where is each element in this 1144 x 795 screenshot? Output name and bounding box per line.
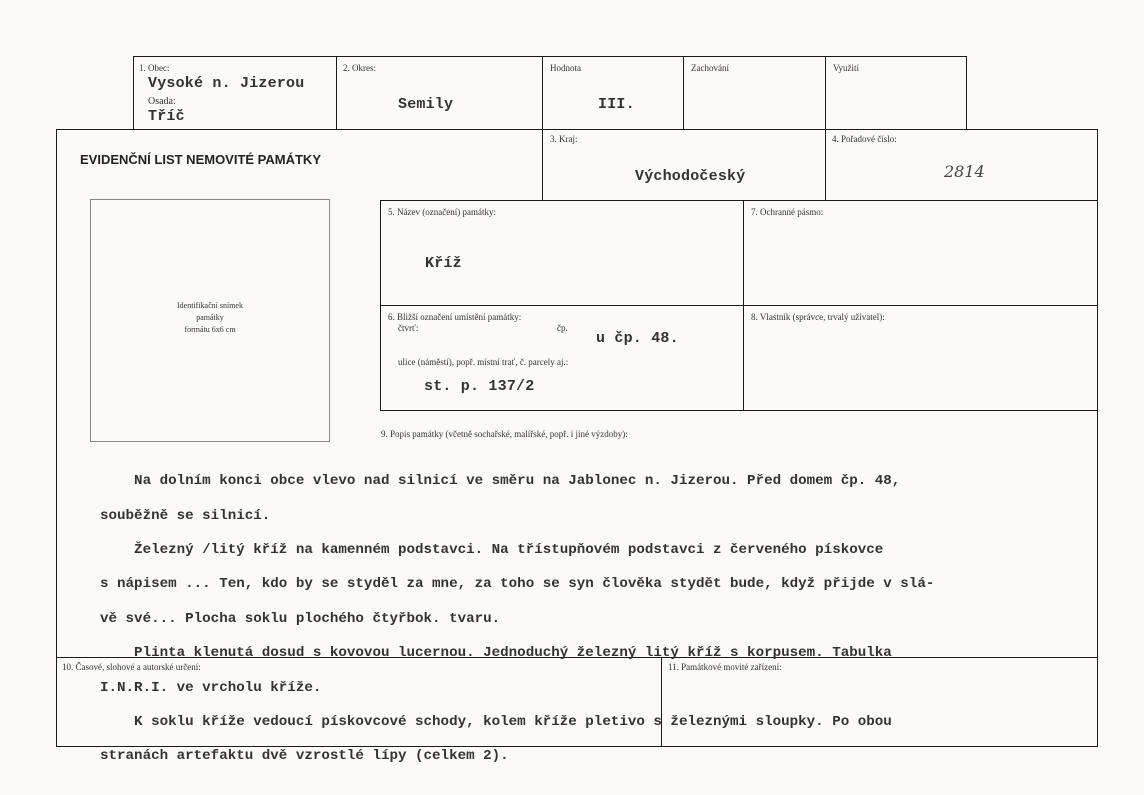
rule <box>56 129 1098 130</box>
umisteni-label: 6. Bližší označení umístění památky: <box>388 312 522 322</box>
photo-caption-line2: památky <box>196 313 224 322</box>
popis-line: Na dolním konci obce vlevo nad silnicí ve směru na Jablonec n. Jizerou. Před domem čp. 48, <box>100 473 901 490</box>
casove-urceni-label: 10. Časové, slohové a autorské určení: <box>62 662 201 672</box>
form-title: EVIDENČNÍ LIST NEMOVITÉ PAMÁTKY <box>80 152 321 167</box>
popis-line: vě své... Plocha soklu plochého čtyřbok. tvaru. <box>100 610 501 627</box>
popis-line: s nápisem ... Ten, kdo by se styděl za mne, za toho se syn člověka stydět bude, když přijde v slá- <box>100 576 935 593</box>
okres-value: Semily <box>398 96 454 113</box>
popis-line: Železný /litý kříž na kamenném podstavci. Na třístupňovém podstavci z červeného pískovce <box>100 542 884 559</box>
kraj-value: Východočeský <box>635 168 746 185</box>
poradove-cislo-label: 4. Pořadové číslo: <box>832 134 897 144</box>
rule <box>133 56 134 130</box>
parcela-value: st. p. 137/2 <box>424 378 535 395</box>
popis-line: Plinta klenutá dosud s kovovou lucernou. Jednoduchý železný litý kříž s korpusem. Tabulka <box>100 645 892 662</box>
rule <box>56 129 57 747</box>
popis-line: souběžně se silnicí. <box>100 507 271 524</box>
nazev-value: Kříž <box>425 255 462 272</box>
okres-label: 2. Okres: <box>343 63 376 73</box>
rule <box>380 305 1098 306</box>
kraj-label: 3. Kraj: <box>550 134 578 144</box>
popis-line: I.N.R.I. ve vrcholu kříže. <box>100 679 322 696</box>
hodnota-value: III. <box>598 96 635 113</box>
popis-line: stranách artefaktu dvě vzrostlé lípy (celkem 2). <box>100 748 509 765</box>
rule <box>1097 129 1098 747</box>
ctvrt-label: čtvrť: <box>398 323 419 333</box>
popis-label: 9. Popis památky (včetně sochařské, malířské, popř. i jiné výzdoby): <box>381 429 628 439</box>
popis-line: K soklu kříže vedoucí pískovcové schody, kolem kříže pletivo s železnými sloupky. Po obou <box>100 714 892 731</box>
popis-text <box>100 456 1060 783</box>
cp-value: u čp. 48. <box>596 330 679 347</box>
photo-caption <box>90 300 330 336</box>
osada-value: Tříč <box>148 108 185 125</box>
photo-caption-line3: formátu 6x6 cm <box>184 325 236 334</box>
zachovani-label: Zachování <box>691 63 729 73</box>
ulice-label: ulice (náměstí), popř. místní trať, č. parcely aj.: <box>398 357 569 367</box>
hodnota-label: Hodnota <box>550 63 581 73</box>
rule <box>380 410 1098 411</box>
rule <box>966 56 967 130</box>
rule <box>683 56 684 130</box>
movite-zarizeni-label: 11. Památkové movité zařízení: <box>668 662 782 672</box>
osada-label: Osada: <box>148 96 176 107</box>
vlastnik-label: 8. Vlastník (správce, trvalý uživatel): <box>751 312 885 322</box>
vyuziti-label: Využití <box>833 63 859 73</box>
poradove-cislo-value: 2814 <box>944 162 985 181</box>
rule <box>336 56 337 130</box>
cp-label: čp. <box>557 323 568 333</box>
ochranne-pasmo-label: 7. Ochranné pásmo: <box>751 207 824 217</box>
obec-label: 1. Obec: <box>139 63 170 73</box>
photo-caption-line1: Identifikační snímek <box>177 301 243 310</box>
rule <box>133 56 967 57</box>
nazev-label: 5. Název (označení) památky: <box>388 207 496 217</box>
rule <box>380 200 1098 201</box>
obec-value: Vysoké n. Jizerou <box>148 75 305 92</box>
